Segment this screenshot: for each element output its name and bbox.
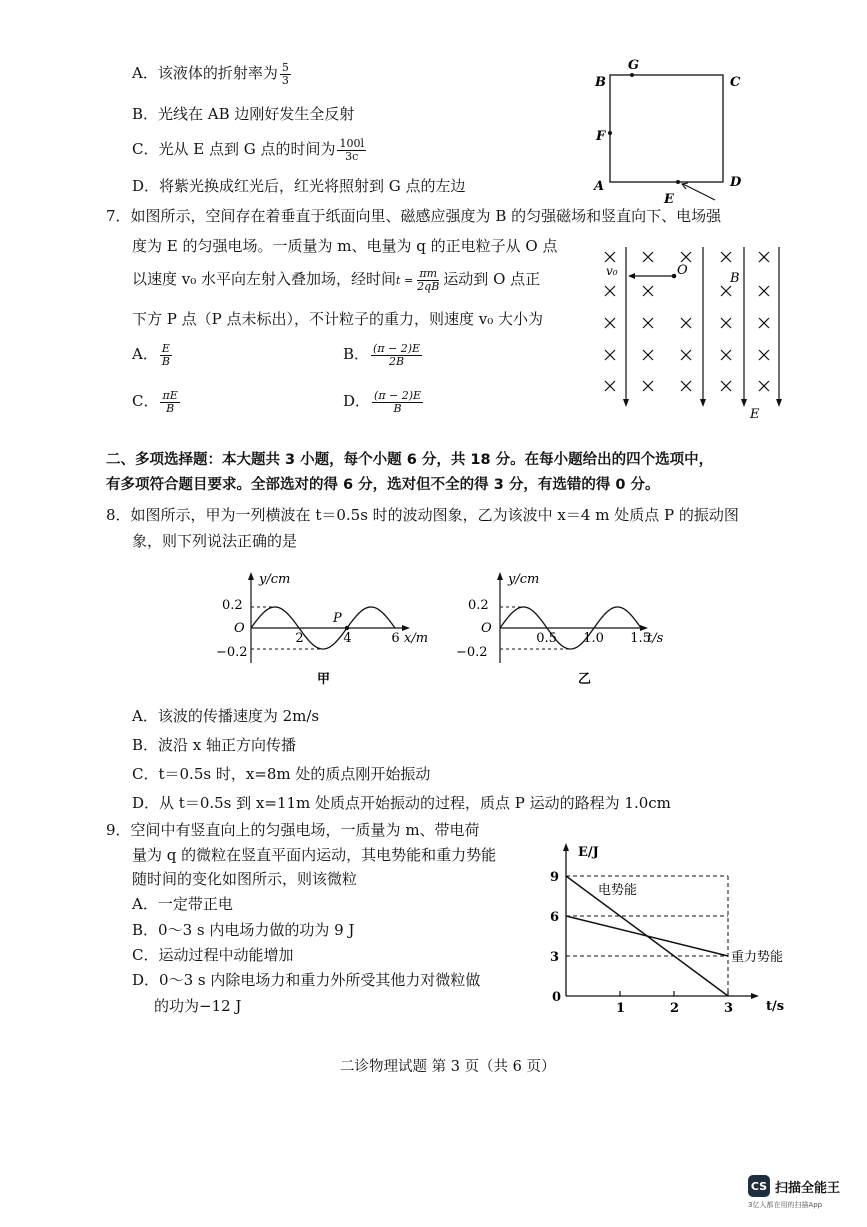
x-axis-label: t/s [647,631,664,646]
y-axis-arrow [248,572,254,580]
y-axis-arrow [563,843,569,851]
point-o [672,274,677,279]
cross-mark [721,381,731,391]
cross-mark [721,286,731,296]
y-axis-arrow [497,572,503,580]
caption-jia: 甲 [317,672,331,687]
label-e-field: E [750,407,760,422]
x-tick-3: 3 [724,1001,734,1016]
q9-option-c: C．运动过程中动能增加 [132,946,294,964]
energy-time-chart [536,838,806,1018]
vibration-graph-yi [448,568,683,690]
cross-mark [605,350,615,360]
y-axis-label: E/J [578,845,599,860]
x-axis-label: x/m [404,631,429,646]
series-label-electric: 电势能 [598,883,638,898]
watermark-name: 扫描全能王 [775,1181,841,1196]
q7-line-3: 以速度 v₀ 水平向左射入叠加场，经时间t = $\frac{\pi m}{2qB}$ 运动到 O 点正 [132,267,541,293]
q7-option-c: C． $\frac{\pi E}{B}$ [132,389,178,415]
q9-option-d-cont: 的功为−12 J [154,997,242,1015]
cross-mark [759,318,769,328]
q9-line-1: 9．空间中有竖直向上的匀强电场，一质量为 m、带电荷 [106,821,480,839]
origin-label: 0 [552,990,562,1005]
q6-option-c: C．光从 E 点到 G 点的时间为 $\frac{100l}{3c}$ [132,137,364,163]
cross-mark [643,286,653,296]
field-arrowhead [776,399,782,407]
scanner-watermark [748,1175,858,1215]
t-tick-0-5: 0.5 [536,631,557,646]
q6-option-b: B．光线在 AB 边刚好发生全反射 [132,105,355,123]
cross-mark [681,318,691,328]
q8-option-b: B．波沿 x 轴正方向传播 [132,736,297,754]
x-tick-2: 2 [670,1001,680,1016]
q6-option-a: A．该液体的折射率为 $\frac{5}{3}$ [132,61,289,87]
label-g: G [628,58,640,73]
label-f: F [596,129,606,144]
y-top-label: 0.2 [468,598,489,613]
fraction: $\frac{5}{3}$ [281,61,289,87]
fraction: $\frac{100l}{3c}$ [339,137,364,163]
cross-mark [605,286,615,296]
y-bottom-label: −0.2 [216,645,248,660]
q6-option-d: D．将紫光换成红光后，红光将照射到 G 点的左边 [132,177,466,195]
chart-series [566,876,728,996]
cross-mark [605,252,615,262]
cross-mark [681,381,691,391]
cross-mark [643,318,653,328]
q9-line-3: 随时间的变化如图所示，则该微粒 [132,870,358,888]
q9-option-b: B．0～3 s 内电场力做的功为 9 J [132,921,355,939]
cross-mark [643,252,653,262]
q7-option-d: D． $\frac{(\pi - 2)E}{B}$ [343,389,422,415]
q7-option-a: A． $\frac{E}{B}$ [132,342,170,368]
cross-mark [643,350,653,360]
point-g [630,73,634,77]
cross-mark [759,350,769,360]
caption-yi: 乙 [578,672,592,687]
q8-line-2: 象，则下列说法正确的是 [132,532,298,550]
chart-tick-labels [550,870,733,1016]
electric-field-lines [623,247,782,407]
q7-field-figure [598,243,783,423]
label-o: O [677,263,688,278]
cross-mark [605,381,615,391]
x-tick-2: 2 [295,631,304,646]
q6-square-figure [590,55,760,205]
y-tick-3: 3 [550,950,560,965]
section2-heading-line2: 有多项符合题目要求。全部选对的得 6 分，选对但不全的得 3 分，有选错的得 0 分。 [106,477,660,493]
section2-heading-line1: 二、多项选择题：本大题共 3 小题，每个小题 6 分，共 18 分。在每小题给出的四个选项中， [106,452,714,468]
q8-line-1: 8．如图所示，甲为一列横波在 t＝0.5s 时的波动图象，乙为该波中 x＝4 m 处质点 P 的振动图 [106,506,739,524]
x-tick-1: 1 [616,1001,626,1016]
y-bottom-label: −0.2 [456,645,488,660]
cross-mark [721,350,731,360]
cross-mark [681,252,691,262]
q7-line-2: 度为 E 的匀强电场。一质量为 m、电量为 q 的正电粒子从 O 点 [132,237,558,255]
y-top-label: 0.2 [222,598,243,613]
label-b: B [595,75,606,90]
q8-option-a: A．该波的传播速度为 2m/s [132,707,320,725]
q9-option-d: D．0～3 s 内除电场力和重力外所受其他力对微粒做 [132,971,481,989]
q7-option-b: B． $\frac{(\pi - 2)E}{2B}$ [343,342,421,368]
y-axis-label: y/cm [259,572,291,587]
cross-mark [721,318,731,328]
x-tick-4: 4 [343,631,352,646]
field-arrowhead [623,399,629,407]
point-f [608,131,612,135]
label-b-field: B [730,271,740,286]
x-axis-arrow [751,993,759,999]
label-c: C [730,75,741,90]
cross-mark [643,381,653,391]
cross-mark [721,252,731,262]
q8-option-c: C．t＝0.5s 时，x=8m 处的质点刚开始振动 [132,765,431,783]
time-fraction: $\frac{\pi m}{2qB}$ [417,267,440,293]
cross-mark [759,252,769,262]
x-axis-label: t/s [766,999,785,1014]
t-tick-1-0: 1.0 [583,631,604,646]
series-line-1 [566,916,728,956]
point-e [676,180,680,184]
square [610,75,723,182]
q7-line-4: 下方 P 点（P 点未标出），不计粒子的重力，则速度 v₀ 大小为 [132,310,544,328]
cross-mark [759,286,769,296]
y-axis-label: y/cm [508,572,540,587]
origin-label: O [234,621,245,636]
y-tick-6: 6 [550,910,560,925]
wave-graph-jia [208,568,448,690]
field-arrowhead [741,399,747,407]
x-tick-6: 6 [391,631,400,646]
q8-option-d: D．从 t＝0.5s 到 x=11m 处质点开始振动的过程，质点 P 运动的路程为 1.0cm [132,794,671,812]
label-e: E [664,192,674,205]
point-p [345,626,349,630]
velocity-arrowhead [628,273,635,279]
page-footer: 二诊物理试题 第 3 页（共 6 页） [340,1059,556,1075]
q9-option-a: A．一定带正电 [132,895,233,913]
origin-label: O [481,621,492,636]
q9-line-2: 量为 q 的微粒在竖直平面内运动，其电势能和重力势能 [132,846,497,864]
watermark-subtitle: 3亿人都在用的扫描App [748,1201,823,1209]
cross-mark [605,318,615,328]
series-label-gravity: 重力势能 [731,950,784,965]
y-tick-9: 9 [550,870,560,885]
label-a: A [594,179,605,194]
label-v0: v₀ [606,264,618,278]
cross-mark [681,350,691,360]
cross-mark [759,381,769,391]
q7-line-1: 7．如图所示，空间存在着垂直于纸面向里、磁感应强度为 B 的匀强磁场和竖直向下、电场强 [106,207,722,225]
cs-logo-icon: CS [748,1175,770,1197]
field-arrowhead [700,399,706,407]
label-d: D [730,175,742,190]
incident-ray [683,184,715,200]
point-p-label: P [333,611,342,626]
t-tick-1-5: 1.5 [630,631,651,646]
